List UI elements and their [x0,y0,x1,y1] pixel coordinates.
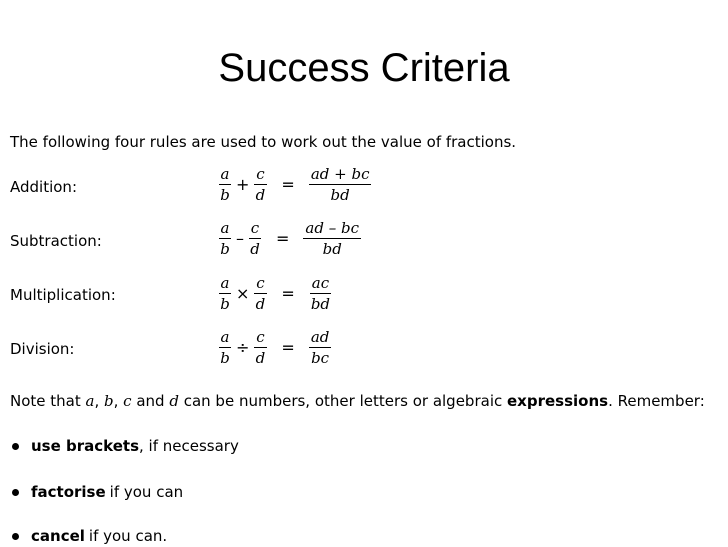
var-b: b [104,392,114,410]
rule-label-multiplication: Multiplication: [10,286,116,304]
intro-text: The following four rules are used to work out the value of fractions. [10,133,517,151]
bullet-item-factorise [10,481,183,503]
formula-multiplication [218,274,332,313]
rule-label-division: Division: [10,340,75,358]
bullet-rest: , if necessary [139,437,239,455]
bullet-rest: if you can. [88,527,168,545]
bullet-dot-icon [12,443,19,450]
bullet-bold: factorise [31,483,106,501]
bullet-bold: use brackets [31,437,139,455]
bullet-bold: cancel [31,527,85,545]
fraction-c-over-d: $\frac{c}{d}$ [255,328,266,367]
equals-sign: = [276,229,290,248]
formula-division [218,328,331,367]
equals-sign: = [281,175,295,194]
fraction-a-over-b: $\frac{a}{b}$ [220,219,230,258]
var-d: d [169,392,179,410]
note-text: Note that a, b, c and d can be numbers, other letters or algebraic expressions. Remember: [10,392,705,410]
formula-addition [218,165,371,204]
equals-sign: = [281,284,295,303]
bullet-dot-icon [12,533,19,540]
rule-label-subtraction: Subtraction: [10,232,102,250]
equals-sign: = [281,338,295,357]
fraction-c-over-d: $\frac{c}{d}$ [250,219,260,258]
bullet-rest: if you can [109,483,184,501]
fraction-result: $\frac{ac}{bd}$ [310,274,331,313]
fraction-a-over-b: $\frac{a}{b}$ [220,165,230,204]
operator-divide: ÷ [236,338,250,357]
operator-times: × [236,284,250,303]
fraction-c-over-d: $\frac{c}{d}$ [255,274,266,313]
rule-label-addition: Addition: [10,178,77,196]
fraction-result: $\frac{ad - bc}{bd}$ [305,219,359,258]
bullet-item-cancel [10,525,167,547]
var-a: a [85,392,95,410]
fraction-c-over-d: $\frac{c}{d}$ [255,165,266,204]
fraction-a-over-b: $\frac{a}{b}$ [220,274,230,313]
slide-title: Success Criteria [218,46,510,90]
fraction-result: $\frac{ad + bc}{bd}$ [310,165,370,204]
bullet-dot-icon [12,489,19,496]
formula-subtraction [218,219,361,258]
bullet-item-brackets [10,435,239,457]
bold-expressions: expressions [507,392,609,410]
operator-minus: – [236,229,244,248]
operator-plus: + [236,175,250,194]
var-c: c [123,392,132,410]
fraction-result: $\frac{ad}{bc}$ [310,328,330,367]
fraction-a-over-b: $\frac{a}{b}$ [220,328,230,367]
